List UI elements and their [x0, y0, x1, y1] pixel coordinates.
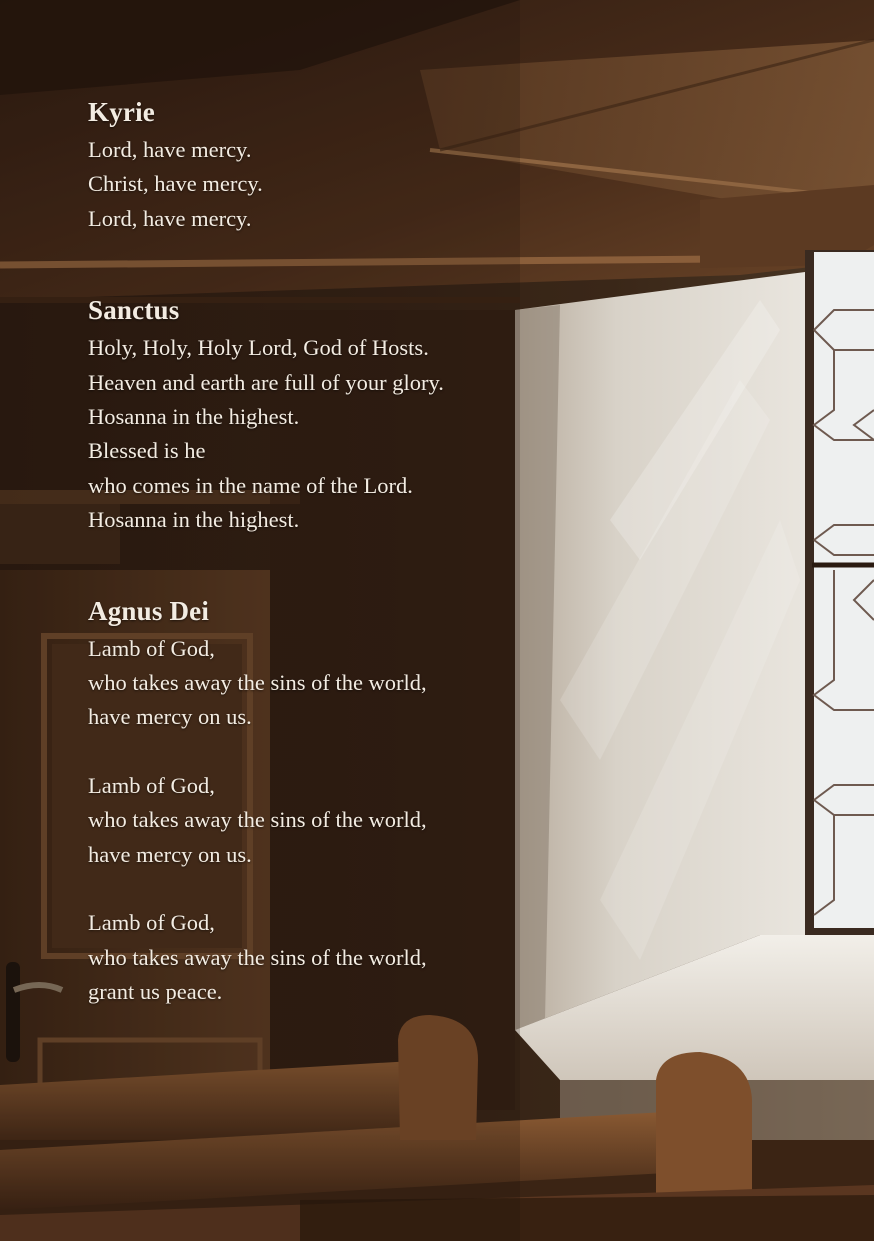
text-line: Hosanna in the highest. [88, 404, 300, 430]
text-line: Holy, Holy, Holy Lord, God of Hosts. [88, 335, 429, 361]
text-line: Christ, have mercy. [88, 171, 263, 197]
text-line: who takes away the sins of the world, [88, 944, 427, 970]
text-line: grant us peace. [88, 978, 223, 1004]
text-line: who takes away the sins of the world, [88, 670, 427, 696]
text-line: have mercy on us. [88, 841, 252, 867]
section-agnus-dei [88, 593, 528, 1010]
stanza-gap [88, 735, 528, 769]
text-line: Lord, have mercy. [88, 137, 252, 162]
text-line: Lamb of God, [88, 635, 215, 661]
section-kyrie [88, 94, 528, 236]
stanza [88, 906, 528, 1009]
text-line: Lord, have mercy. [88, 205, 252, 231]
text-line: have mercy on us. [88, 704, 252, 730]
section-title: Sanctus [88, 295, 180, 326]
text-line: Lamb of God, [88, 772, 215, 798]
stanza [88, 632, 528, 735]
stanza [88, 769, 528, 872]
text-line: Heaven and earth are full of your glory. [88, 369, 444, 395]
stanza-gap [88, 872, 528, 906]
section-title: Agnus Dei [88, 595, 210, 626]
text-line: who comes in the name of the Lord. [88, 472, 413, 498]
liturgy-text [88, 94, 528, 1009]
text-line: Blessed is he [88, 438, 206, 464]
text-line: who takes away the sins of the world, [88, 807, 427, 833]
text-line: Hosanna in the highest. [88, 507, 300, 533]
text-line: Lamb of God, [88, 910, 215, 936]
section-title: Kyrie [88, 97, 155, 127]
section-sanctus [88, 292, 528, 537]
